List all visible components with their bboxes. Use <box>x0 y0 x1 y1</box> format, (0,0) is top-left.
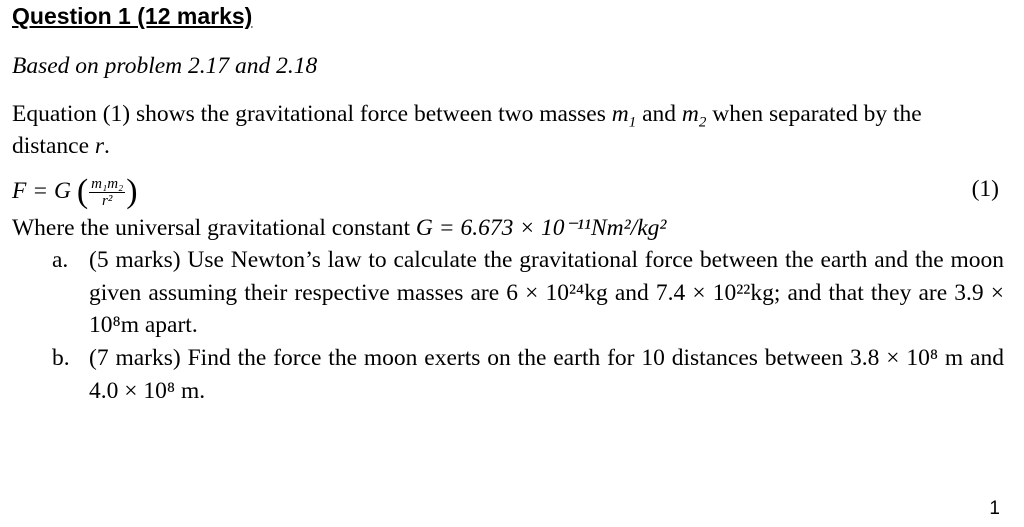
intro-and: and <box>636 101 682 127</box>
list-item-text: (5 marks) Use Newton’s law to calculate the gravitational force between the earth and the moon given assuming their respective masses are 6 × 10²⁴kg and 7.4 × 10²²kg; and that they are 3.9 × 10⁸m apart. <box>89 247 1004 338</box>
equation-numerator: m₁m₂ <box>91 176 124 193</box>
equation-number: (1) <box>971 176 999 202</box>
equation-row <box>12 168 1007 212</box>
gravitation-equation: F = G ( $\frac{\text{m₁m₂}}{\text{r²}}$ ) <box>12 173 138 210</box>
list-marker: a. <box>52 247 69 273</box>
list-marker: b. <box>52 345 70 371</box>
gravitational-constant: G = 6.673 × 10⁻¹¹Nm²/kg² <box>415 215 667 241</box>
equation-fraction <box>89 176 125 209</box>
list-item <box>52 244 1004 342</box>
question-heading: Question 1 (12 marks) <box>12 3 253 29</box>
page-number: 1 <box>989 498 1000 519</box>
intro-line-1 <box>12 101 922 131</box>
list-item-text: (7 marks) Find the force the moon exerts on the earth for 10 distances between 3.8 × 10⁸ m and 4.0 × 10⁸ m. <box>89 345 1004 404</box>
intro-text-a: Equation (1) shows the gravitational force between two masses <box>12 101 612 127</box>
constant-line: Where the universal gravitational constant G = 6.673 × 10⁻¹¹Nm²/kg² <box>12 215 667 241</box>
mass-2-variable: $m_2$ <box>681 101 707 131</box>
distance-variable: r <box>94 133 105 159</box>
intro-text-b: when separated by the <box>706 101 922 127</box>
mass-1-variable: $m_1$ <box>611 101 637 131</box>
intro-line-2: distance r. <box>12 133 110 159</box>
list-item <box>52 342 1004 407</box>
problem-reference: Based on problem 2.17 and 2.18 <box>12 53 318 79</box>
equation-denominator: r² <box>102 193 113 210</box>
